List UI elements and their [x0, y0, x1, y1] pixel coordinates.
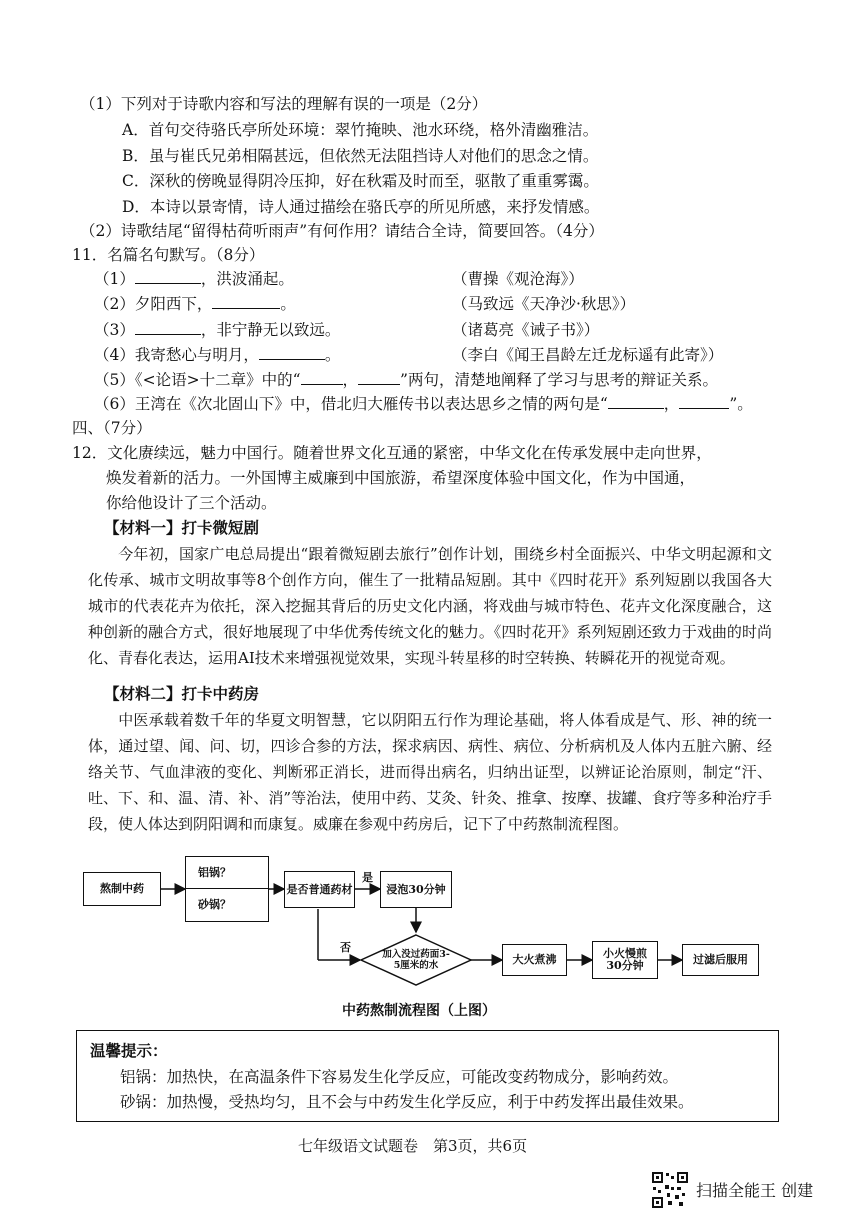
- q11-title: 11．名篇名句默写。（8分）: [72, 246, 265, 264]
- section-4-heading: 四、（7分）: [72, 419, 152, 437]
- q10-sub2: （2）诗歌结尾“留得枯荷听雨声”有何作用？请结合全诗，简要回答。（4分）: [80, 222, 604, 240]
- q10-option-b: B．虽与崔氏兄弟相隔甚远，但依然无法阻挡诗人对他们的思念之情。: [122, 147, 599, 165]
- q11-item-5-lead: （5）《<论语>十二章》中的“: [94, 371, 301, 389]
- flow-pot-aluminum: 铝锅？: [198, 866, 231, 879]
- tip-clay: 砂锅：加热慢，受热均匀，且不会与中药发生化学反应，利于中药发挥出最佳效果。: [120, 1093, 694, 1111]
- q11-item-6-tail: ”。: [729, 395, 753, 413]
- q10-option-a: A．首句交待骆氏亭所处环境：翠竹掩映、池水环绕，格外清幽雅洁。: [122, 121, 599, 139]
- flow-soak: 浸泡30分钟: [380, 871, 452, 908]
- q11-item-4-num: （4）我寄愁心与明月，: [94, 346, 259, 364]
- q12-intro-line-3: 你给他设计了三个活动。: [106, 494, 277, 512]
- material-2-body: 中医承载着数千年的华夏文明智慧，它以阴阳五行作为理论基础，将人体看成是气、形、神的统一体，通过望、闻、问、切，四诊合参的方法，探求病因、病性、病位、分析病机及人体内五脏六腑、经络关节、气血津液的变化、判断邪正消长，进而得出病名，归纳出证型，以辨证论治原则，制定“汗、吐、下、和、温、清、补、消”等治法，使用中药、艾灸、针灸、推拿、按摩、拔罐、食疗等多种治疗手段，使人体达到阴阳调和而康复。威廉在参观中药房后，记下了中药熬制流程图。: [88, 711, 772, 833]
- flow-start: 熬制中药: [83, 872, 161, 906]
- q12-intro-line-2: 焕发着新的活力。一外国博主威廉到中国旅游，希望深度体验中国文化，作为中国通，: [106, 469, 696, 487]
- flow-no-label: 否: [340, 941, 351, 954]
- flow-add-water: 加入没过药面3-5厘米的水: [382, 949, 450, 971]
- flow-boil: 大火煮沸: [502, 944, 567, 976]
- material-1-body: 今年初，国家广电总局提出“跟着微短剧去旅行”创作计划，围绕乡村全面振兴、中华文明起源和文化传承、城市文明故事等8个创作方向，催生了一批精品短剧。其中《四时花开》系列短剧以我国各大城市的代表花卉为依托，深入挖掘其背后的历史文化内涵，将戏曲与城市特色、花卉文化深度融合，这种创新的融合方式，很好地展现了中华优秀传统文化的魅力。《四时花开》系列短剧还致力于戏曲的时尚化、青春化表达，运用AI技术来增强视觉效果，实现斗转星移的时空转换、转瞬花开的视觉奇观。: [88, 545, 772, 667]
- q11-item-3-source: （诸葛亮《诫子书》）: [452, 321, 600, 339]
- q11-item-3-text: ，非宁静无以致远。: [200, 321, 341, 339]
- q10-sub1: （1）下列对于诗歌内容和写法的理解有误的一项是（2分）: [80, 95, 488, 113]
- q11-item-1-source: （曹操《观沧海》）: [452, 270, 584, 288]
- qr-code-icon: [651, 1171, 689, 1209]
- q11-item-2-num: （2）夕阳西下，: [94, 295, 213, 313]
- tip-title: 温馨提示：: [90, 1041, 168, 1060]
- flow-decision-herb: 是否普通药材: [284, 871, 355, 908]
- flow-filter: 过滤后服用: [682, 944, 759, 976]
- q10-option-c: C．深秋的傍晚显得阴冷压抑，好在秋霜及时而至，驱散了重重雾霭。: [122, 172, 599, 190]
- q10-option-d: D．本诗以景寄情，诗人通过描绘在骆氏亭的所见所感，来抒发情感。: [122, 198, 600, 216]
- q11-item-5-tail: ”两句，清楚地阐释了学习与思考的辩证关系。: [400, 371, 718, 389]
- q11-item-2-text: 。: [280, 295, 296, 313]
- q11-item-4-text: 。: [324, 346, 341, 364]
- q11-item-6-lead: （6）王湾在《次北固山下》中，借北归大雁传书以表达思乡之情的两句是“: [94, 395, 608, 413]
- tip-aluminum: 铝锅：加热快，在高温条件下容易发生化学反应，可能改变药物成分，影响药效。: [120, 1068, 679, 1086]
- q11-item-3-num: （3）: [94, 321, 135, 339]
- q11-item-6-comma: ，: [663, 395, 680, 413]
- q12-intro-line-1: 12．文化赓续远，魅力中国行。随着世界文化互通的紧密，中华文化在传承发展中走向世界，: [72, 444, 712, 462]
- material-2-title: 【材料二】打卡中药房: [104, 684, 260, 703]
- flow-yes-label: 是: [362, 871, 373, 884]
- q11-item-4-source: （李白《闻王昌龄左迁龙标遥有此寄》）: [452, 346, 724, 364]
- q11-item-1-num: （1）: [94, 270, 135, 288]
- page-footer: 七年级语文试题卷 第3页，共6页: [298, 1137, 528, 1155]
- q11-item-5-comma: ，: [342, 371, 359, 389]
- flow-simmer: 小火慢煎30分钟: [592, 941, 658, 979]
- q11-item-1-text: ，洪波涌起。: [200, 270, 294, 288]
- q11-item-2-source: （马致远《天净沙·秋思》）: [452, 295, 636, 313]
- flow-pot-clay: 砂锅？: [198, 898, 231, 911]
- flowchart-caption: 中药熬制流程图（上图）: [342, 1003, 496, 1019]
- flow-pot-choice: [185, 856, 269, 922]
- flow-pot-divider: [185, 888, 269, 889]
- scanner-watermark: 扫描全能王 创建: [696, 1181, 814, 1200]
- material-1-title: 【材料一】打卡微短剧: [104, 518, 260, 537]
